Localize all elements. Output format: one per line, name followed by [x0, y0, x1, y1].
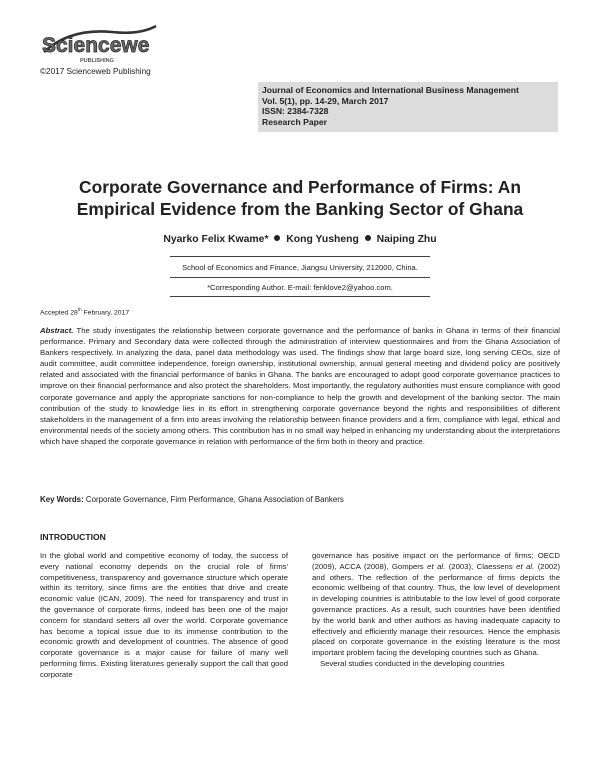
author-3: Naiping Zhu — [376, 234, 437, 245]
journal-issn: ISSN: 2384-7328 — [262, 106, 329, 117]
title-line-2: Empirical Evidence from the Banking Sector of Ghana — [76, 199, 524, 219]
divider — [170, 277, 430, 278]
affiliation: School of Economics and Finance, Jiangsu University, 212000, China. — [182, 263, 418, 272]
journal-volume: Vol. 5(1), pp. 14-29, March 2017 — [262, 95, 389, 106]
intro-left-column: In the global world and competitive economy of today, the success of every national economy depends on the crucial role of firms' competitiveness, transparency and governance structure which operate within its territory, since firms are the entities that drive and create economic value (ICAN, 2009). The need for transparency and trust in the governance of corporate firms, indeed has been one of the major concern for standard setters all over the world. Corporate governance has become a topical issue due to its immense contribution to the economic growth and development of countries. The absence of good corporate governance is a major cause for failure of many well performing firms. Existing literatures generally support the call that good corporate — [40, 551, 288, 679]
title-line-1: Corporate Governance and Performance of Firms: An — [79, 177, 521, 197]
abstract-label: Abstract. — [40, 326, 74, 335]
intro-right-column: governance has positive impact on the performance of firms; OECD (2009), ACCA (2008), Gompers et al. (2003), Claessens et al. (2002) and others. The reflection of the performance of firms depicts the economic wellbeing of that country. Thus, the low level of development in developing countries is attributable to the low level of good corporate governance practices. As a result, such countries have been identified by the world bank and other authors as having inadequate capacity to effectively and efficiently manage their resources. Hence the emphasis placed on corporate governance in the existing literature is the most important problem facing the developing countries such as Ghana. Several studies conducted in the developing countries — [312, 551, 561, 668]
article-type: Research Paper — [262, 116, 327, 127]
journal-name: Journal of Economics and International Business Management — [262, 85, 519, 95]
accepted-date: Accepted 28th February, 2017 — [40, 307, 130, 317]
copyright-notice: ©2017 Scienceweb Publishing — [40, 67, 151, 76]
logo-wordmark: Sciencewe — [42, 34, 150, 57]
logo-tagline: PUBLISHING — [80, 58, 114, 64]
keywords-text: Corporate Governance, Firm Performance, Ghana Association of Bankers — [83, 495, 344, 504]
abstract-text: The study investigates the relationship between corporate governance and the performance of banks in Ghana in terms of their financial performance. Primary and Secondary data were collected through the administration of interview questionnaires and from the Ghana Association of Bankers respectively. In analyzing the data, panel data methodology was used. The findings show that large board size, long serving CEOs, size of audit committee, audit committee independence, foreign ownership, institutional ownership, annual general meeting and dividend policy are positively related and associated with the financial performance of banks in Ghana. The banks are encouraged to adopt good corporate governance practices to improve on their financial performance and also protect the shareholders. Most importantly, the regulatory authorities must ensure compliance with good corporate governance and apply the appropriate sanctions for non-compliance to help the growth and development of the banking sector. The main contribution of the study to knowledge lies in its effort in strengthening corporate governance beyond the rights and responsibilities of different stakeholders in the management of a firm into areas involving the relationship between finance providers and a firm, compliance with legal, ethical and environmental needs of the society among others. This contribution has in no small way helped in enhancing my understanding about the interpretations which have shaped the corporate governance in relation with performance of the firm both in theory and practice. — [40, 326, 560, 446]
author-2: Kong Yusheng — [286, 234, 359, 245]
bullet-icon — [365, 235, 371, 241]
section-heading: INTRODUCTION — [40, 532, 106, 542]
scienceweb-logo — [40, 22, 160, 67]
divider — [170, 296, 430, 297]
divider — [170, 256, 430, 257]
article-title — [40, 176, 560, 220]
author-1: Nyarko Felix Kwame* — [163, 234, 269, 245]
keywords-label: Key Words: — [40, 495, 84, 504]
corresponding-author: *Corresponding Author. E-mail: fenklove2@yahoo.com. — [207, 283, 393, 292]
abstract — [40, 325, 560, 447]
author-list — [40, 234, 560, 245]
bullet-icon — [274, 235, 280, 241]
journal-info-box — [258, 82, 558, 132]
keywords — [40, 495, 344, 504]
